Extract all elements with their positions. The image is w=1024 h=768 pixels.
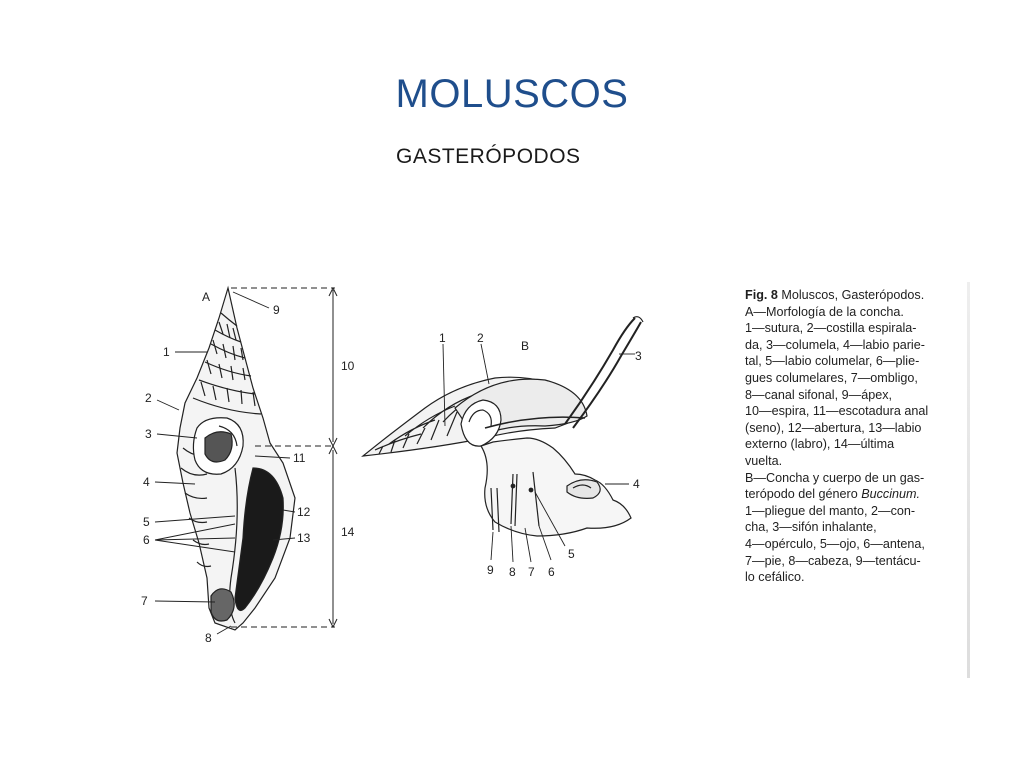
figure-caption bbox=[745, 287, 970, 586]
label-b-1: 1 bbox=[439, 331, 446, 345]
snail-b-drawing bbox=[363, 317, 643, 536]
caption-line-7: 8—canal sifonal, 9—ápex, bbox=[745, 387, 893, 402]
caption-line-13-text: terópodo del género bbox=[745, 487, 862, 502]
caption-line-8: 10—espira, 11—escotadura anal bbox=[745, 404, 929, 419]
label-a-4: 4 bbox=[143, 475, 150, 489]
caption-line-13 bbox=[745, 486, 970, 503]
label-a-5: 5 bbox=[143, 515, 150, 529]
label-b-3: 3 bbox=[635, 349, 642, 363]
label-a-14: 14 bbox=[341, 525, 355, 539]
caption-line-16: 4—opérculo, 5—ojo, 6—antena, bbox=[745, 536, 925, 551]
slide-subtitle: GASTERÓPODOS bbox=[396, 145, 581, 168]
label-a-13: 13 bbox=[297, 531, 311, 545]
caption-line-18: lo cefálico. bbox=[745, 570, 805, 585]
caption-line-15: cha, 3—sifón inhalante, bbox=[745, 520, 877, 535]
label-a-7: 7 bbox=[141, 594, 148, 608]
shell-a-drawing bbox=[177, 288, 295, 630]
caption-line-6: gues columelares, 7—ombligo, bbox=[745, 370, 918, 385]
caption-title: Moluscos, Gasterópodos. bbox=[777, 288, 925, 302]
slide-title: MOLUSCOS bbox=[395, 72, 629, 116]
label-b-2: 2 bbox=[477, 331, 484, 345]
caption-line-4: da, 3—columela, 4—labio parie- bbox=[745, 337, 925, 352]
caption-line-10: externo (labro), 14—última bbox=[745, 437, 895, 452]
label-a-12: 12 bbox=[297, 505, 311, 519]
caption-line-11: vuelta. bbox=[745, 453, 783, 468]
label-a-1: 1 bbox=[163, 345, 170, 359]
label-b-8: 8 bbox=[509, 565, 516, 579]
label-a-9: 9 bbox=[273, 303, 280, 317]
scan-edge bbox=[967, 282, 970, 678]
label-a-10: 10 bbox=[341, 359, 355, 373]
label-a-8: 8 bbox=[205, 631, 212, 645]
label-a-2: 2 bbox=[145, 391, 152, 405]
caption-line-14: 1—pliegue del manto, 2—con- bbox=[745, 503, 916, 518]
caption-line-12: B—Concha y cuerpo de un gas- bbox=[745, 470, 925, 485]
caption-line-2: A—Morfología de la concha. bbox=[745, 304, 904, 319]
label-b-7: 7 bbox=[528, 565, 535, 579]
caption-fig-number: Fig. 8 bbox=[745, 288, 778, 302]
label-a-3: 3 bbox=[145, 427, 152, 441]
caption-line-9: (seno), 12—abertura, 13—labio bbox=[745, 420, 922, 435]
caption-line-5: tal, 5—labio columelar, 6—plie- bbox=[745, 354, 920, 369]
caption-genus: Buccinum. bbox=[861, 487, 921, 502]
caption-line-3: 1—sutura, 2—costilla espirala- bbox=[745, 321, 917, 336]
label-a-letter: A bbox=[202, 290, 211, 304]
label-a-6: 6 bbox=[143, 533, 150, 547]
label-b-5: 5 bbox=[568, 547, 575, 561]
label-b-9: 9 bbox=[487, 563, 494, 577]
label-b-4: 4 bbox=[633, 477, 640, 491]
caption-line-1 bbox=[745, 287, 970, 304]
caption-line-17: 7—pie, 8—cabeza, 9—tentácu- bbox=[745, 553, 921, 568]
gastropod-illustration bbox=[135, 278, 735, 678]
label-a-11: 11 bbox=[293, 451, 306, 465]
label-b-6: 6 bbox=[548, 565, 555, 579]
label-b-letter: B bbox=[521, 339, 530, 353]
